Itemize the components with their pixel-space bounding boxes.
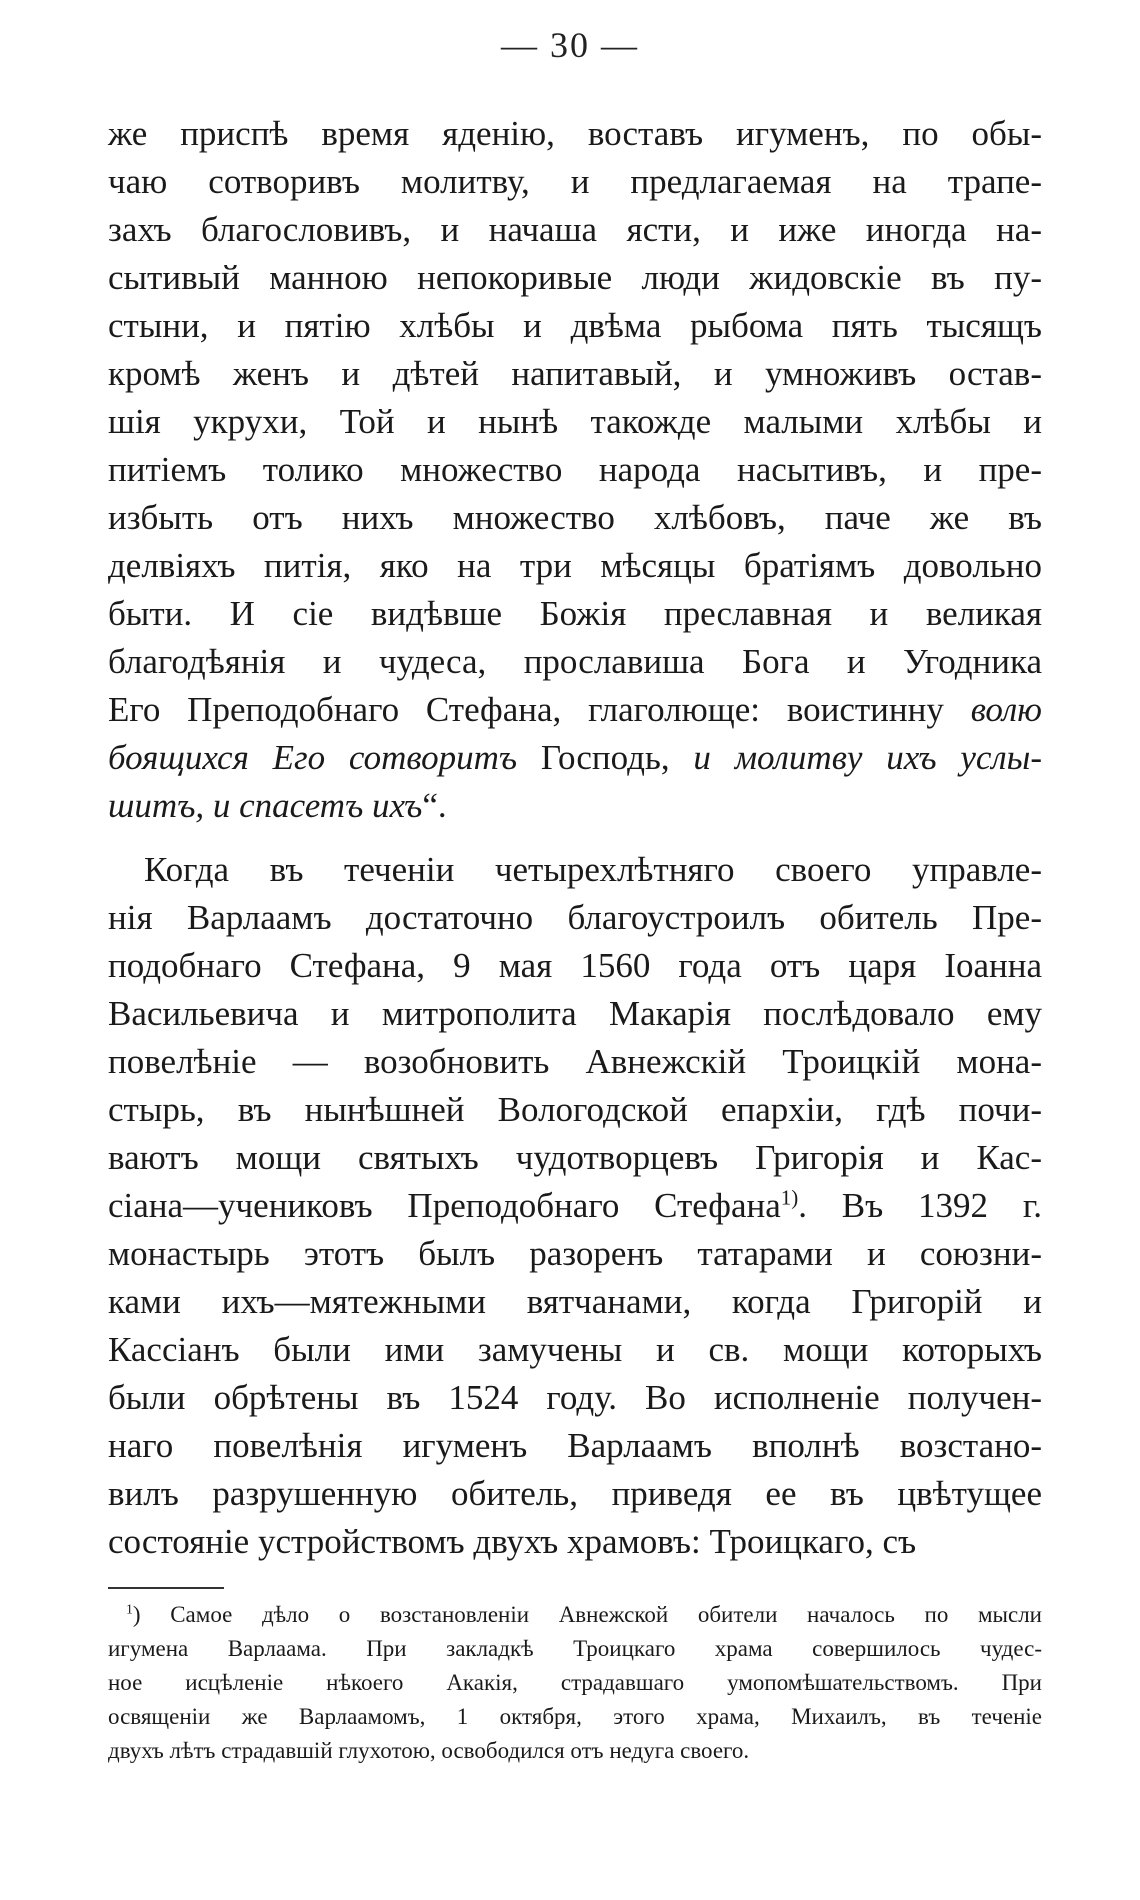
footnote-line: освященіи же Варлаамомъ, 1 октября, этого храма, Михаилъ, въ теченіе — [108, 1704, 1042, 1729]
text-segment: Господь, — [517, 738, 694, 777]
text-line — [108, 782, 1042, 830]
text-line: шія укрухи, Той и нынѣ такожде малыми хлѣбы и — [108, 402, 1042, 441]
paragraph-2 — [108, 846, 1042, 1566]
text-line: были обрѣтены въ 1524 году. Во исполненіе получен- — [108, 1378, 1042, 1417]
text-line: захъ благословивъ, и начаша ясти, и иже иногда на- — [108, 210, 1042, 249]
text-line: Кассіанъ были ими замучены и св. мощи которыхъ — [108, 1330, 1042, 1369]
text-line: делвіяхъ питія, яко на три мѣсяцы братіямъ довольно — [108, 546, 1042, 585]
footnote-line: игумена Варлаама. При закладкѣ Троицкаго храма совершилось чудес- — [108, 1636, 1042, 1661]
italic-quote: шитъ, и спасетъ ихъ — [108, 786, 423, 825]
footnote-reference[interactable]: 1) — [780, 1185, 799, 1210]
text-line: подобнаго Стефана, 9 мая 1560 года отъ царя Іоанна — [108, 946, 1042, 985]
text-line: повелѣніе — возобновить Авнежскій Троицкій мона- — [108, 1042, 1042, 1081]
text-line: питіемъ толико множество народа насытивъ, и пре- — [108, 450, 1042, 489]
footnote-line: ное исцѣленіе нѣкоего Акакія, страдавшаго умопомѣшательствомъ. При — [108, 1670, 1042, 1695]
text-line: кромѣ женъ и дѣтей напитавый, и умноживъ остав- — [108, 354, 1042, 393]
text-line: благодѣянія и чудеса, прославиша Бога и Угодника — [108, 642, 1042, 681]
text-line: стыни, и пятію хлѣбы и двѣма рыбома пять тысящъ — [108, 306, 1042, 345]
text-line: ваютъ мощи святыхъ чудотворцевъ Григорія и Кас- — [108, 1138, 1042, 1177]
italic-quote: боящихся Его сотворитъ — [108, 738, 518, 777]
text-line — [108, 734, 1042, 782]
text-line: ками ихъ—мятежными вятчанами, когда Григорій и — [108, 1282, 1042, 1321]
footnote-line — [108, 1598, 1042, 1632]
text-segment: ) Самое дѣло о возстановленіи Авнежской обители началось по мысли — [132, 1602, 1042, 1627]
italic-quote: волю — [970, 690, 1042, 729]
text-line: состояніе устройствомъ двухъ храмовъ: Троицкаго, съ — [108, 1522, 917, 1561]
italic-quote: и молитву ихъ услы- — [693, 738, 1043, 777]
text-line: избыть отъ нихъ множество хлѣбовъ, паче же въ — [108, 498, 1042, 537]
text-segment: . Въ 1392 г. — [798, 1186, 1042, 1225]
footnote-marker: 1 — [126, 1601, 133, 1617]
text-line: вилъ разрушенную обитель, приведя ее въ цвѣтущее — [108, 1474, 1042, 1513]
text-line: Когда въ теченіи четырехлѣтняго своего управле- — [144, 850, 1042, 889]
text-line — [108, 686, 1042, 734]
text-segment: “. — [422, 786, 447, 825]
text-line: стырь, въ нынѣшней Вологодской епархіи, гдѣ почи- — [108, 1090, 1042, 1129]
footnote-divider — [108, 1587, 224, 1589]
text-line: Васильевича и митрополита Макарія послѣдовало ему — [108, 994, 1042, 1033]
text-segment: сіана—учениковъ Преподобнаго Стефана — [108, 1186, 781, 1225]
text-line: наго повелѣнія игуменъ Варлаамъ вполнѣ возстано- — [108, 1426, 1042, 1465]
text-line — [108, 1182, 1042, 1230]
footnote — [108, 1598, 1042, 1768]
text-line: монастырь этотъ былъ разоренъ татарами и союзни- — [108, 1234, 1042, 1273]
footnote-line: двухъ лѣтъ страдавшій глухотою, освободился отъ недуга своего. — [108, 1738, 750, 1763]
paragraph-1 — [108, 110, 1042, 830]
text-line: сытивый манною непокоривые люди жидовскіе въ пу- — [108, 258, 1042, 297]
text-segment: Его Преподобнаго Стефана, глаголюще: воистинну — [108, 690, 971, 729]
text-line: же приспѣ время яденію, воставъ игуменъ, по обы- — [108, 114, 1042, 153]
text-line: чаю сотворивъ молитву, и предлагаемая на трапе- — [108, 162, 1042, 201]
page-number: — 30 — — [501, 25, 639, 65]
text-line: быти. И сіе видѣвше Божія преславная и великая — [108, 594, 1042, 633]
text-line: нія Варлаамъ достаточно благоустроилъ обитель Пре- — [108, 898, 1042, 937]
